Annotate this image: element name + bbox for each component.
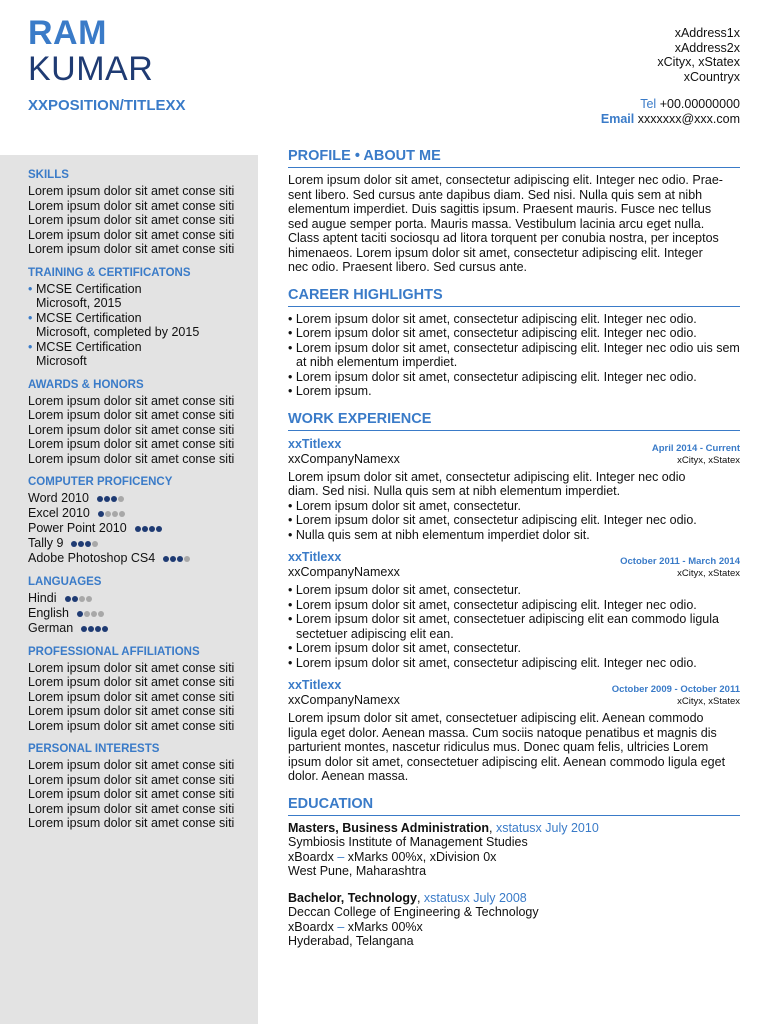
affiliations-section [28, 645, 253, 734]
job-bullet: • Lorem ipsum dolor sit amet, consectetur adipiscing elit. Integer nec odio. [288, 597, 697, 612]
marks: xMarks 00%x, xDivision 0x [347, 849, 497, 864]
rating-dot-empty [184, 556, 190, 562]
cert-item [28, 340, 253, 369]
interests-heading: PERSONAL INTERESTS [28, 743, 160, 756]
rating-dot-filled [72, 596, 78, 602]
job-description: parturient montes, nascetur ridiculus mus. Donec quam felis, ultricies Lorem [288, 740, 709, 754]
language-item [28, 621, 253, 636]
highlight-item: • Lorem ipsum. [288, 384, 372, 398]
language-name: Hindi [28, 590, 57, 605]
rating-dot-filled [142, 526, 148, 532]
bullet-icon: • [28, 339, 33, 354]
interest-item: Lorem ipsum dolor sit amet conse siti [28, 816, 235, 831]
languages-heading: LANGUAGES [28, 575, 102, 588]
cert-name: MCSE Certification [36, 310, 142, 325]
job-location: xCityx, xStatex [677, 696, 740, 707]
bullet-icon: • [28, 281, 33, 296]
job-company: xxCompanyNamexx [288, 565, 400, 579]
email-value[interactable]: xxxxxxx@xxx.com [637, 112, 740, 126]
last-name: KUMAR [28, 50, 154, 88]
job-title: xxTitlexx [288, 678, 342, 692]
board: xBoardx [288, 919, 334, 934]
proficiency-item [28, 536, 253, 551]
highlight-item: • Lorem ipsum dolor sit amet, consectetur adipiscing elit. Integer nec odio. [288, 311, 697, 326]
rating-dot-filled [85, 541, 91, 547]
rating-dot-empty [119, 511, 125, 517]
affiliation-item: Lorem ipsum dolor sit amet conse siti [28, 660, 235, 675]
job-dates: October 2011 - March 2014 [620, 556, 740, 567]
rating-dot-filled [98, 511, 104, 517]
sidebar [0, 155, 258, 1024]
rating-dot-filled [111, 496, 117, 502]
rating-dot-empty [118, 496, 124, 502]
rating-dot-filled [104, 496, 110, 502]
affiliation-item: Lorem ipsum dolor sit amet conse siti [28, 675, 235, 690]
rating-dot-empty [91, 611, 97, 617]
profile-line: nec odio. Praesent libero. Sed cursus ante. [288, 260, 528, 274]
language-name: English [28, 605, 69, 620]
skill-item: Lorem ipsum dolor sit amet conse siti [28, 198, 235, 213]
job-bullet: • Lorem ipsum dolor sit amet, consectetuer adipiscing elit ean commodo ligula sectetuer adipiscing elit ean. [288, 612, 719, 641]
rating-dots [71, 536, 99, 551]
address-block [657, 26, 740, 84]
profile-heading: PROFILE • ABOUT ME [288, 148, 740, 168]
main-content [288, 148, 740, 961]
job-location: xCityx, xStatex [677, 454, 740, 466]
profile-line: sent libero. Sed cursus ante dapibus diam. Sed nisi. Nulla quis sem at nibh [288, 187, 703, 202]
proficiency-item [28, 521, 253, 536]
education-entry: Bachelor, Technology, xstatusx July 2008 Deccan College of Engineering & Technology xBoardx – xMarks 00%x Hyderabad, Telangana [288, 891, 740, 949]
award-item: Lorem ipsum dolor sit amet conse siti [28, 422, 235, 437]
board: xBoardx [288, 849, 334, 864]
work-experience-heading: WORK EXPERIENCE [288, 411, 740, 431]
education-location: West Pune, Maharashtra [288, 864, 427, 878]
rating-dots [81, 621, 109, 636]
interests-section [28, 742, 253, 831]
rating-dots [97, 491, 125, 506]
highlight-item: • Lorem ipsum dolor sit amet, consectetur adipiscing elit. Integer nec odio. [288, 369, 697, 384]
languages-section [28, 575, 253, 636]
computer-heading: COMPUTER PROFICENCY [28, 476, 173, 488]
education-status: xstatusx July 2008 [423, 890, 527, 905]
rating-dots [98, 506, 126, 521]
awards-heading: AWARDS & HONORS [28, 378, 144, 391]
degree: Bachelor, Technology [288, 890, 417, 905]
marks: xMarks 00%x [347, 919, 423, 934]
rating-dot-filled [135, 526, 141, 532]
affiliation-item: Lorem ipsum dolor sit amet conse siti [28, 689, 235, 704]
proficiency-item [28, 491, 253, 506]
education-location: Hyderabad, Telangana [288, 934, 414, 948]
rating-dot-filled [97, 496, 103, 502]
work-experience-section [288, 411, 740, 784]
address-line: xCityx, xStatex [657, 55, 740, 69]
skill-item: Lorem ipsum dolor sit amet conse siti [28, 184, 235, 198]
interest-item: Lorem ipsum dolor sit amet conse siti [28, 772, 235, 787]
job-description: Lorem ipsum dolor sit amet, consectetuer adipiscing elit. Aenean commodo [288, 711, 704, 725]
proficiency-name: Adobe Photoshop CS4 [28, 550, 156, 565]
address-line: xCountryx [683, 69, 740, 84]
cert-item [28, 282, 253, 311]
rating-dot-filled [78, 541, 84, 547]
job-title: xxTitlexx [288, 436, 342, 451]
dash-separator: – [337, 919, 345, 934]
profile-line: Class aptent taciti sociosqu ad litora torquent per conubia nostra, per inceptos [288, 231, 719, 245]
cert-name: MCSE Certification [36, 339, 142, 354]
rating-dot-filled [71, 541, 77, 547]
rating-dots [77, 606, 105, 621]
address-line: xAddress2x [674, 40, 740, 55]
rating-dot-empty [84, 611, 90, 617]
contact-block [601, 97, 740, 127]
job-bullet: • Lorem ipsum dolor sit amet, consectetur adipiscing elit. Integer nec odio. [288, 513, 697, 527]
email-label: Email [600, 112, 635, 126]
bullet-icon: • [28, 310, 33, 325]
rating-dot-empty [112, 511, 118, 517]
rating-dots [163, 551, 191, 566]
interest-item: Lorem ipsum dolor sit amet conse siti [28, 758, 235, 773]
job-entry [288, 678, 740, 784]
job-entry [288, 550, 740, 670]
award-item: Lorem ipsum dolor sit amet conse siti [28, 393, 235, 408]
skill-item: Lorem ipsum dolor sit amet conse siti [28, 213, 235, 227]
tel-value: +00.00000000 [659, 97, 740, 111]
rating-dot-filled [102, 626, 108, 632]
education-status: xstatusx July 2010 [495, 820, 599, 835]
degree: Masters, Business Administration [288, 820, 489, 835]
first-name: RAM [28, 14, 107, 52]
language-name: German [28, 620, 74, 635]
profile-line: elementum imperdiet. Duis sagittis ipsum. Praesent mauris. Fusce nec tellus [288, 202, 712, 216]
job-title: xxTitlexx [288, 550, 342, 564]
career-highlights-section [288, 287, 740, 399]
computer-section [28, 475, 253, 566]
school: Symbiosis Institute of Management Studies [288, 835, 528, 849]
job-bullet: • Lorem ipsum dolor sit amet, consectetur. [288, 583, 521, 597]
career-highlights-heading: CAREER HIGHLIGHTS [288, 287, 740, 307]
rating-dots [65, 591, 93, 606]
cert-name: MCSE Certification [36, 281, 142, 296]
skills-section [28, 168, 253, 257]
cert-item [28, 311, 253, 340]
job-company: xxCompanyNamexx [288, 693, 400, 707]
school: Deccan College of Engineering & Technology [288, 905, 539, 919]
training-heading: TRAINING & CERTIFICATONS [28, 266, 191, 279]
position-title: XXPOSITION/TITLEXX [28, 97, 186, 114]
rating-dot-empty [92, 541, 98, 547]
proficiency-item [28, 551, 253, 566]
rating-dot-filled [81, 626, 87, 632]
job-description: Lorem ipsum dolor sit amet, consectetur adipiscing elit. Integer nec odio [288, 469, 686, 484]
skill-item: Lorem ipsum dolor sit amet conse siti [28, 242, 235, 256]
job-description: ligula eget dolor. Aenean massa. Cum sociis natoque penatibus et magnis dis [288, 725, 717, 740]
job-description: ipsum dolor sit amet, consectetuer adipiscing elit. Aenean commodo ligula eget [288, 754, 726, 769]
job-location: xCityx, xStatex [677, 568, 740, 579]
award-item: Lorem ipsum dolor sit amet conse siti [28, 451, 235, 466]
award-item: Lorem ipsum dolor sit amet conse siti [28, 437, 235, 451]
rating-dot-filled [65, 596, 71, 602]
training-section [28, 266, 253, 369]
profile-section [288, 148, 740, 275]
job-entry [288, 437, 740, 543]
affiliations-heading: PROFESSIONAL AFFILIATIONS [28, 645, 200, 658]
profile-line: sed augue semper porta. Mauris massa. Vestibulum lacinia arcu eget nulla. [288, 216, 705, 231]
skills-heading: SKILLS [28, 169, 69, 181]
tel-label: Tel [640, 97, 657, 111]
rating-dot-filled [177, 556, 183, 562]
rating-dot-filled [156, 526, 162, 532]
job-dates: October 2009 - October 2011 [611, 684, 740, 695]
education-heading: EDUCATION [288, 796, 740, 816]
proficiency-name: Excel 2010 [28, 505, 90, 520]
highlight-item: • Lorem ipsum dolor sit amet, consectetur adipiscing elit. Integer nec odio uis sem at nibh elementum imperdiet. [288, 340, 740, 369]
rating-dot-filled [77, 611, 83, 617]
proficiency-name: Power Point 2010 [28, 520, 127, 535]
rating-dot-empty [86, 596, 92, 602]
proficiency-name: Word 2010 [28, 491, 89, 505]
profile-text [288, 173, 740, 275]
rating-dot-filled [88, 626, 94, 632]
awards-section [28, 378, 253, 467]
job-company: xxCompanyNamexx [288, 451, 400, 466]
rating-dot-empty [79, 596, 85, 602]
interest-item: Lorem ipsum dolor sit amet conse siti [28, 801, 235, 816]
job-bullet: • Lorem ipsum dolor sit amet, consectetur adipiscing elit. Integer nec odio. [288, 655, 697, 670]
interest-item: Lorem ipsum dolor sit amet conse siti [28, 787, 235, 802]
rating-dots [135, 521, 163, 536]
profile-line: Lorem ipsum dolor sit amet, consectetur adipiscing elit. Integer nec odio. Prae- [288, 173, 723, 187]
proficiency-item [28, 506, 253, 521]
job-dates: April 2014 - Current [651, 442, 740, 454]
cert-detail: Microsoft [36, 354, 87, 368]
highlight-item: • Lorem ipsum dolor sit amet, consectetur adipiscing elit. Integer nec odio. [288, 326, 697, 340]
profile-line: himenaeos. Lorem ipsum dolor sit amet, consectetur adipiscing elit. Integer [288, 245, 703, 260]
rating-dot-filled [95, 626, 101, 632]
proficiency-name: Tally 9 [28, 535, 64, 550]
address-line: xAddress1x [674, 26, 740, 40]
cert-detail: Microsoft, 2015 [36, 296, 122, 310]
job-bullet: • Lorem ipsum dolor sit amet, consectetur. [288, 498, 521, 513]
language-item [28, 591, 253, 606]
award-item: Lorem ipsum dolor sit amet conse siti [28, 408, 235, 422]
job-description: dolor. Aenean massa. [288, 769, 409, 783]
rating-dot-empty [98, 611, 104, 617]
cert-detail: Microsoft, completed by 2015 [36, 325, 200, 339]
job-description: diam. Sed nisi. Nulla quis sem at nibh elementum imperdiet. [288, 484, 621, 498]
language-item [28, 606, 253, 621]
rating-dot-filled [163, 556, 169, 562]
education-entry: Masters, Business Administration, xstatusx July 2010 Symbiosis Institute of Management Studies xBoardx – xMarks 00%x, xDivision 0x West Pune, Maharashtra [288, 821, 740, 879]
affiliation-item: Lorem ipsum dolor sit amet conse siti [28, 704, 235, 719]
dash-separator: – [337, 849, 345, 864]
job-bullet: • Lorem ipsum dolor sit amet, consectetur. [288, 641, 521, 655]
rating-dot-filled [149, 526, 155, 532]
education-section [288, 796, 740, 949]
rating-dot-filled [170, 556, 176, 562]
skill-item: Lorem ipsum dolor sit amet conse siti [28, 227, 235, 242]
job-bullet: • Nulla quis sem at nibh elementum imperdiet dolor sit. [288, 527, 590, 542]
affiliation-item: Lorem ipsum dolor sit amet conse siti [28, 718, 235, 733]
rating-dot-empty [105, 511, 111, 517]
